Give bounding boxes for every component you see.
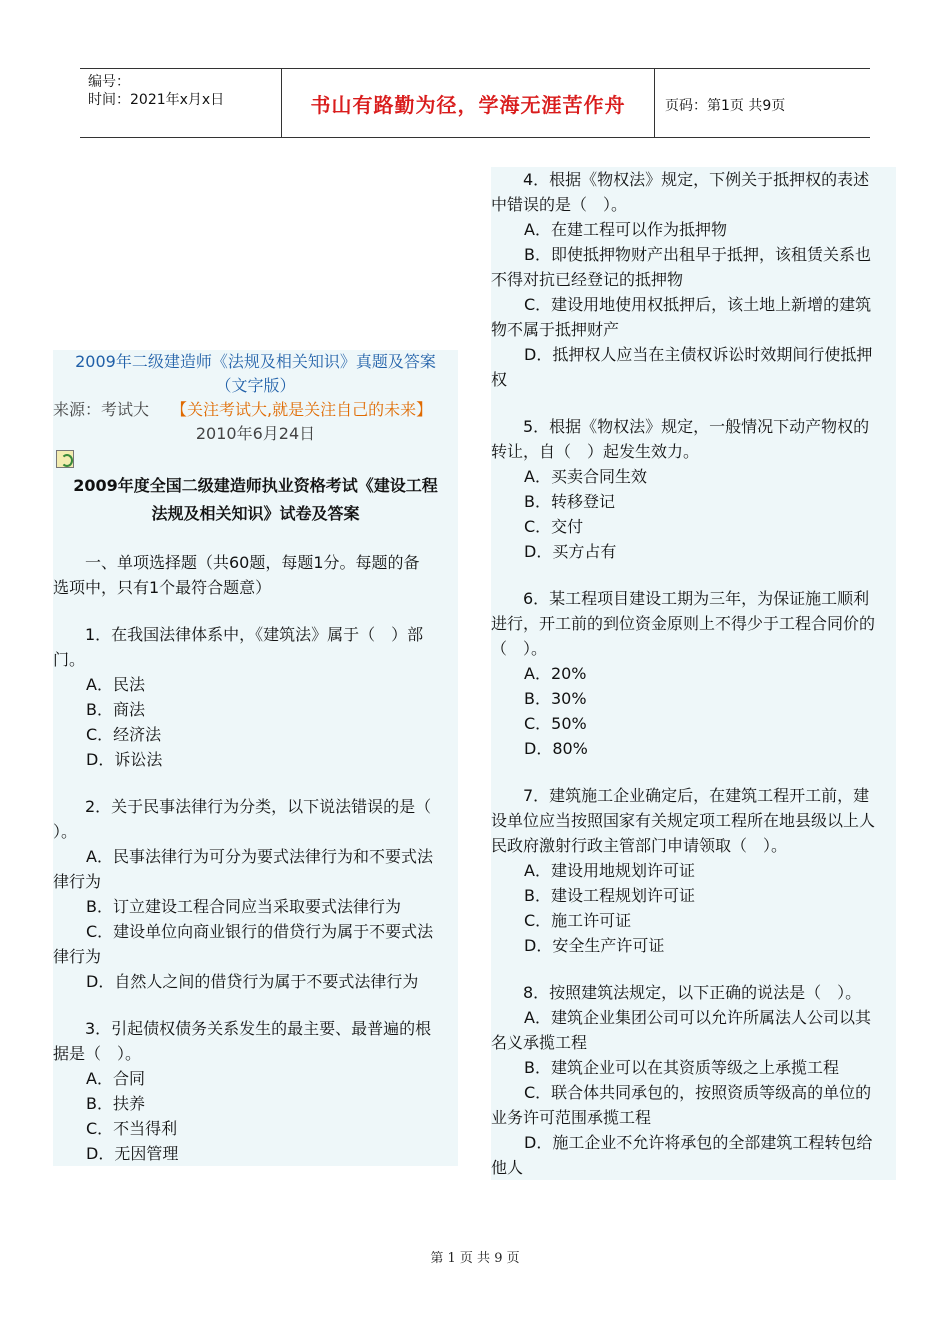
option-c: C．交付	[524, 517, 584, 536]
option-c-continued: 物不属于抵押财产	[491, 320, 620, 339]
option-a: A．建筑企业集团公司可以允许所属法人公司以其	[524, 1008, 871, 1027]
question-6	[491, 586, 896, 761]
question-text: 进行，开工前的到位资金原则上不得少于工程合同价的	[491, 614, 876, 633]
question-8	[491, 980, 896, 1180]
option-d: D．买方占有	[524, 542, 617, 561]
option-c: C．建设用地使用权抵押后，该土地上新增的建筑	[524, 295, 872, 314]
option-a: A．建设用地规划许可证	[524, 861, 695, 880]
question-text: 6．某工程项目建设工期为三年，为保证施工顺利	[523, 589, 870, 608]
section-instructions-line2: 选项中，只有1个最符合题意）	[53, 578, 272, 597]
option-d-continued: 权	[491, 370, 508, 389]
option-d: D．诉讼法	[86, 750, 163, 769]
question-3	[53, 1016, 458, 1166]
option-c: C．施工许可证	[524, 911, 632, 930]
article-title-line2: （文字版）	[215, 376, 296, 395]
question-5	[491, 414, 896, 564]
option-b: B．转移登记	[524, 492, 615, 511]
spacer	[491, 392, 896, 414]
page-footer: 第 1 页 共 9 页	[430, 1251, 520, 1266]
question-text: 民政府激射行政主管部门申请领取（ ）。	[491, 836, 788, 855]
question-text: 中错误的是（ ）。	[491, 195, 628, 214]
exam-heading-line1: 2009年度全国二级建造师执业资格考试《建设工程	[73, 476, 438, 495]
page-number-label: 页码：第1页 共9页	[665, 98, 786, 114]
question-1	[53, 622, 458, 772]
option-b: B．建设工程规划许可证	[524, 886, 695, 905]
option-b: B．建筑企业可以在其资质等级之上承揽工程	[524, 1058, 839, 1077]
motto-text: 书山有路勤为径，学海无涯苦作舟	[310, 93, 626, 117]
option-b: B．订立建设工程合同应当采取要式法律行为	[86, 897, 401, 916]
article-title-line1: 2009年二级建造师《法规及相关知识》真题及答案	[75, 352, 436, 371]
option-a: A．民法	[86, 675, 145, 694]
option-d: D．80%	[524, 739, 588, 758]
option-d: D．安全生产许可证	[524, 936, 665, 955]
option-c: C．建设单位向商业银行的借贷行为属于不要式法	[86, 922, 434, 941]
question-text: ）。	[53, 822, 78, 841]
question-text: 3．引起债权债务关系发生的最主要、最普遍的根	[85, 1019, 432, 1038]
spacer	[491, 761, 896, 783]
option-d: D．抵押权人应当在主债权诉讼时效期间行使抵押	[524, 345, 873, 364]
spacer	[491, 958, 896, 980]
option-b: B．扶养	[86, 1094, 145, 1113]
question-text: 1．在我国法律体系中，《建筑法》属于（ ）部	[85, 625, 424, 644]
question-text: 8．按照建筑法规定，以下正确的说法是（ ）。	[523, 983, 862, 1002]
option-d: D．自然人之间的借贷行为属于不要式法律行为	[86, 972, 419, 991]
document-number-label: 编号：	[88, 74, 130, 90]
question-text: 转让，自（ ）起发生效力。	[491, 442, 700, 461]
header-table	[80, 68, 870, 138]
document-time-label: 时间：2021年x月x日	[88, 92, 225, 108]
question-text: 门。	[53, 650, 86, 669]
question-text: （ ）。	[491, 639, 548, 658]
option-a: A．买卖合同生效	[524, 467, 647, 486]
option-a: A．20%	[524, 664, 587, 683]
option-c: C．联合体共同承包的，按照资质等级高的单位的	[524, 1083, 872, 1102]
right-column	[491, 167, 896, 1180]
option-c: C．50%	[524, 714, 587, 733]
option-b: B．即使抵押物财产出租早于抵押，该租赁关系也	[524, 245, 871, 264]
option-b: B．30%	[524, 689, 587, 708]
spacer	[53, 994, 458, 1016]
option-d-continued: 他人	[491, 1158, 524, 1177]
spacer	[53, 528, 458, 550]
option-c-continued: 律行为	[53, 947, 102, 966]
option-c-continued: 业务许可范围承揽工程	[491, 1108, 652, 1127]
source-slogan-link[interactable]: 【关注考试大,就是关注自己的未来】	[171, 400, 433, 419]
spacer	[53, 772, 458, 794]
option-d: D．无因管理	[86, 1144, 179, 1163]
question-text: 2．关于民事法律行为分类，以下说法错误的是（	[85, 797, 432, 816]
header-meta-cell	[80, 69, 282, 137]
question-7	[491, 783, 896, 958]
exam-heading-line2: 法规及相关知识》试卷及答案	[151, 504, 360, 523]
option-b: B．商法	[86, 700, 145, 719]
question-text: 7．建筑施工企业确定后，在建筑工程开工前，建	[523, 786, 870, 805]
question-text: 4．根据《物权法》规定，下例关于抵押权的表述	[523, 170, 870, 189]
header-motto-cell	[282, 69, 655, 137]
option-a: A．民事法律行为可分为要式法律行为和不要式法	[86, 847, 433, 866]
option-c: C．经济法	[86, 725, 162, 744]
question-2	[53, 794, 458, 994]
icon-row	[53, 446, 458, 472]
question-text: 5．根据《物权法》规定，一般情况下动产物权的	[523, 417, 870, 436]
document-icon[interactable]	[56, 450, 74, 468]
left-column	[53, 350, 458, 1166]
spacer	[491, 564, 896, 586]
question-text: 设单位应当按照国家有关规定项工程所在地县级以上人	[491, 811, 876, 830]
source-line	[53, 398, 458, 422]
option-d: D．施工企业不允许将承包的全部建筑工程转包给	[524, 1133, 873, 1152]
option-a: A．在建工程可以作为抵押物	[524, 220, 727, 239]
option-c: C．不当得利	[86, 1119, 178, 1138]
question-text: 据是（ ）。	[53, 1044, 142, 1063]
section-instructions-line1: 一、单项选择题（共60题，每题1分。每题的备	[85, 553, 420, 572]
question-4	[491, 167, 896, 392]
option-a-continued: 律行为	[53, 872, 102, 891]
option-a: A．合同	[86, 1069, 145, 1088]
header-page-cell	[655, 69, 870, 137]
spacer	[53, 600, 458, 622]
source-label: 来源：考试大	[53, 400, 150, 419]
article-date: 2010年6月24日	[195, 424, 316, 443]
option-a-continued: 名义承揽工程	[491, 1033, 588, 1052]
option-b-continued: 不得对抗已经登记的抵押物	[491, 270, 684, 289]
